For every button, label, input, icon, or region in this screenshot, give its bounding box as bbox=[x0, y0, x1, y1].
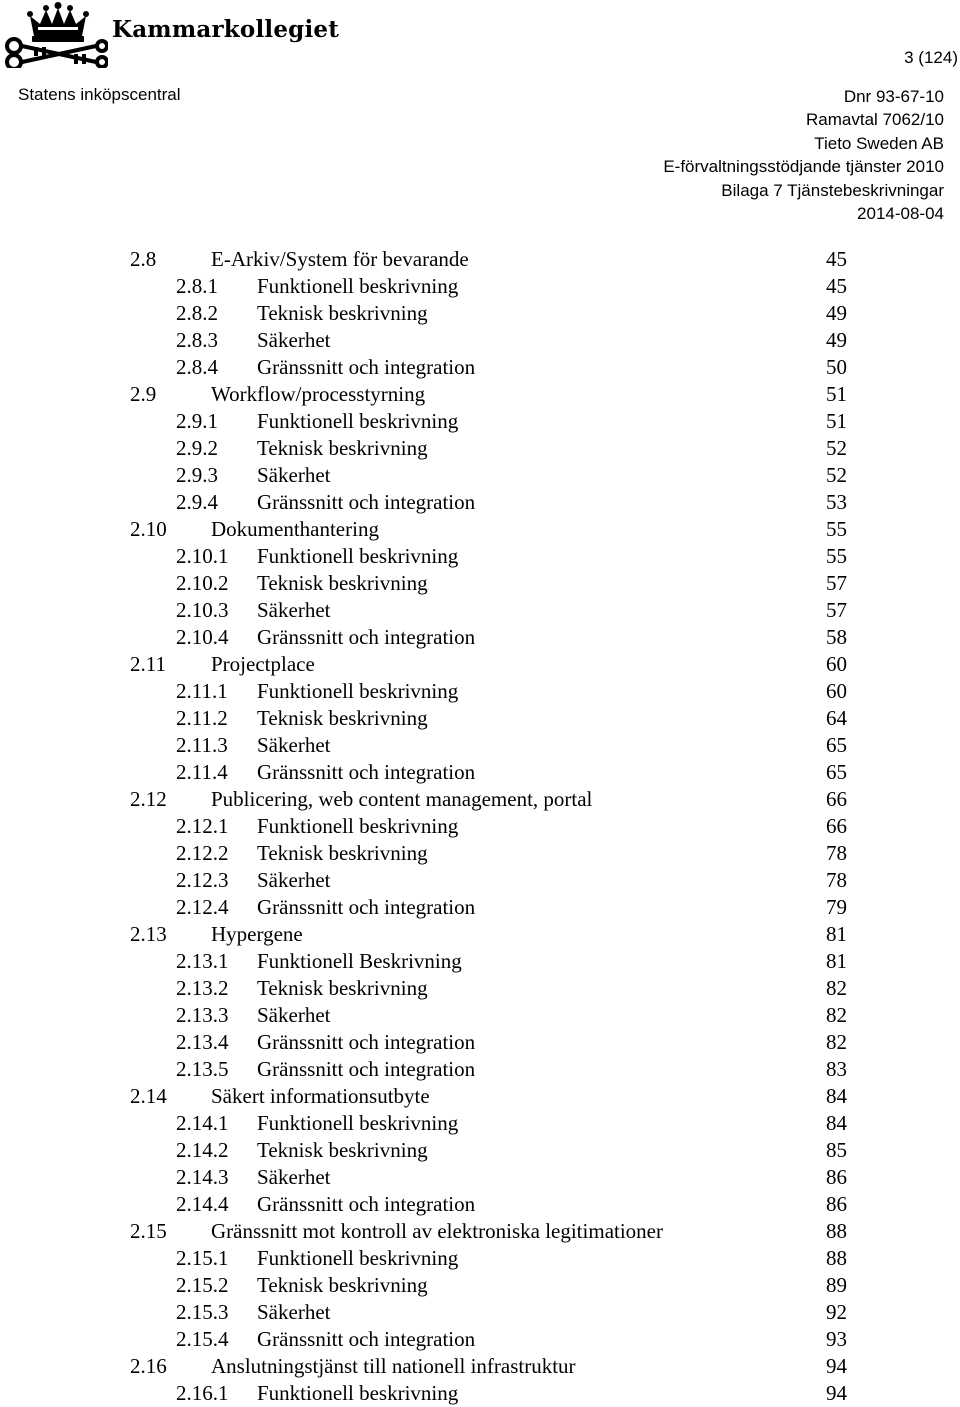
toc-entry-title: Projectplace bbox=[211, 652, 315, 676]
toc-entry-title: Gränssnitt och integration bbox=[257, 1327, 476, 1351]
toc-entry-page: 79 bbox=[826, 895, 847, 919]
toc-entry-page: 89 bbox=[826, 1273, 847, 1297]
toc-entry-number: 2.12.2 bbox=[176, 841, 229, 865]
toc-entry-number: 2.14.3 bbox=[176, 1165, 229, 1189]
document-meta bbox=[663, 85, 944, 225]
toc-entry-title: Gränssnitt och integration bbox=[257, 1057, 476, 1081]
toc-entry[interactable] bbox=[0, 705, 960, 732]
toc-entry-title: Funktionell Beskrivning bbox=[257, 949, 462, 973]
toc-entry-page: 58 bbox=[826, 625, 847, 649]
toc-entry[interactable] bbox=[0, 300, 960, 327]
toc-entry-number: 2.9.1 bbox=[176, 409, 218, 433]
toc-entry-page: 81 bbox=[826, 922, 847, 946]
toc-entry-page: 82 bbox=[826, 1030, 847, 1054]
toc-entry[interactable] bbox=[0, 651, 960, 678]
toc-entry-number: 2.16.1 bbox=[176, 1381, 229, 1405]
toc-entry-title: Gränssnitt och integration bbox=[257, 895, 476, 919]
toc-entry[interactable] bbox=[0, 381, 960, 408]
toc-entry[interactable] bbox=[0, 246, 960, 273]
toc-entry-number: 2.9.4 bbox=[176, 490, 218, 514]
toc-entry-title: Teknisk beskrivning bbox=[257, 976, 428, 1000]
toc-entry-number: 2.15.3 bbox=[176, 1300, 229, 1324]
toc-entry-title: Gränssnitt och integration bbox=[257, 490, 476, 514]
toc-entry[interactable] bbox=[0, 732, 960, 759]
toc-entry-page: 81 bbox=[826, 949, 847, 973]
toc-entry[interactable] bbox=[0, 921, 960, 948]
toc-entry[interactable] bbox=[0, 867, 960, 894]
toc-entry-number: 2.15.2 bbox=[176, 1273, 229, 1297]
toc-entry-number: 2.13.2 bbox=[176, 976, 229, 1000]
toc-entry-title: Säkerhet bbox=[257, 598, 331, 622]
toc-entry-number: 2.11.3 bbox=[176, 733, 228, 757]
toc-entry-title: Publicering, web content management, portal bbox=[211, 787, 593, 811]
toc-entry[interactable] bbox=[0, 1326, 960, 1353]
toc-entry[interactable] bbox=[0, 1299, 960, 1326]
toc-entry-title: Gränssnitt mot kontroll av elektroniska legitimationer bbox=[211, 1219, 663, 1243]
toc-entry-page: 65 bbox=[826, 733, 847, 757]
toc-entry[interactable] bbox=[0, 543, 960, 570]
toc-entry-title: Gränssnitt och integration bbox=[257, 1192, 476, 1216]
toc-entry-page: 49 bbox=[826, 301, 847, 325]
organization-name: Statens inköpscentral bbox=[18, 85, 181, 104]
toc-entry-number: 2.16 bbox=[130, 1354, 167, 1378]
toc-entry-title: Säkerhet bbox=[257, 1300, 331, 1324]
meta-ramavtal: Ramavtal 7062/10 bbox=[806, 110, 944, 130]
toc-entry-title: Funktionell beskrivning bbox=[257, 1381, 459, 1405]
toc-entry-page: 60 bbox=[826, 679, 847, 703]
toc-entry[interactable] bbox=[0, 570, 960, 597]
toc-entry-number: 2.15.4 bbox=[176, 1327, 229, 1351]
toc-entry-number: 2.14.1 bbox=[176, 1111, 229, 1135]
toc-entry-number: 2.8.2 bbox=[176, 301, 218, 325]
toc-entry-page: 94 bbox=[826, 1354, 847, 1378]
toc-entry-number: 2.12.1 bbox=[176, 814, 229, 838]
toc-entry-page: 52 bbox=[826, 463, 847, 487]
toc-entry-title: Funktionell beskrivning bbox=[257, 544, 459, 568]
toc-entry-number: 2.14.4 bbox=[176, 1192, 229, 1216]
toc-entry-page: 49 bbox=[826, 328, 847, 352]
toc-entry-number: 2.11 bbox=[130, 652, 166, 676]
toc-entry-page: 55 bbox=[826, 544, 847, 568]
toc-entry-title: Säkerhet bbox=[257, 463, 331, 487]
toc-entry[interactable] bbox=[0, 759, 960, 786]
crown-keys-icon bbox=[4, 2, 108, 68]
toc-entry-page: 83 bbox=[826, 1057, 847, 1081]
toc-entry[interactable] bbox=[0, 1164, 960, 1191]
toc-entry-title: Teknisk beskrivning bbox=[257, 436, 428, 460]
toc-entry-title: Säkerhet bbox=[257, 868, 331, 892]
toc-entry[interactable] bbox=[0, 1245, 960, 1272]
toc-entry-number: 2.9.3 bbox=[176, 463, 218, 487]
meta-date: 2014-08-04 bbox=[857, 204, 944, 224]
toc-entry-page: 65 bbox=[826, 760, 847, 784]
toc-entry-number: 2.12 bbox=[130, 787, 167, 811]
toc-entry-page: 88 bbox=[826, 1219, 847, 1243]
toc-entry-title: Anslutningstjänst till nationell infrastruktur bbox=[211, 1354, 576, 1378]
toc-entry[interactable] bbox=[0, 948, 960, 975]
toc-entry-number: 2.15.1 bbox=[176, 1246, 229, 1270]
toc-entry-title: Funktionell beskrivning bbox=[257, 274, 459, 298]
toc-entry-number: 2.10.2 bbox=[176, 571, 229, 595]
meta-attachment: Bilaga 7 Tjänstebeskrivningar bbox=[721, 180, 944, 200]
toc-entry-number: 2.10.1 bbox=[176, 544, 229, 568]
toc-entry-title: Gränssnitt och integration bbox=[257, 355, 476, 379]
toc-entry-title: Gränssnitt och integration bbox=[257, 760, 476, 784]
toc-entry-page: 86 bbox=[826, 1165, 847, 1189]
toc-entry[interactable] bbox=[0, 1380, 960, 1407]
meta-supplier: Tieto Sweden AB bbox=[814, 133, 944, 153]
toc-entry-page: 64 bbox=[826, 706, 847, 730]
toc-entry-page: 50 bbox=[826, 355, 847, 379]
toc-entry-page: 84 bbox=[826, 1084, 847, 1108]
toc-entry-number: 2.10.4 bbox=[176, 625, 229, 649]
logo-text: Kammarkollegiet bbox=[112, 16, 340, 43]
toc-entry-title: Funktionell beskrivning bbox=[257, 1111, 459, 1135]
meta-dnr: Dnr 93-67-10 bbox=[843, 87, 944, 106]
toc-entry-page: 55 bbox=[826, 517, 847, 541]
toc-entry[interactable] bbox=[0, 813, 960, 840]
toc-entry[interactable] bbox=[0, 1137, 960, 1164]
toc-entry-number: 2.13.4 bbox=[176, 1030, 229, 1054]
page-number: 3 (124) bbox=[904, 48, 958, 67]
toc-entry-number: 2.13.3 bbox=[176, 1003, 229, 1027]
toc-entry-title: E-Arkiv/System för bevarande bbox=[211, 247, 469, 271]
toc-entry-number: 2.13.5 bbox=[176, 1057, 229, 1081]
toc-entry-number: 2.8.1 bbox=[176, 274, 218, 298]
toc-entry-page: 88 bbox=[826, 1246, 847, 1270]
toc-entry-title: Funktionell beskrivning bbox=[257, 1246, 459, 1270]
toc-entry[interactable] bbox=[0, 354, 960, 381]
toc-entry[interactable] bbox=[0, 273, 960, 300]
toc-entry-title: Funktionell beskrivning bbox=[257, 814, 459, 838]
toc-entry-page: 93 bbox=[826, 1327, 847, 1351]
toc-entry[interactable] bbox=[0, 435, 960, 462]
toc-entry-title: Hypergene bbox=[211, 922, 303, 946]
toc-entry[interactable] bbox=[0, 1083, 960, 1110]
toc-entry-title: Dokumenthantering bbox=[211, 517, 379, 541]
toc-entry-title: Säkerhet bbox=[257, 1165, 331, 1189]
toc-entry-number: 2.13.1 bbox=[176, 949, 229, 973]
toc-entry[interactable] bbox=[0, 894, 960, 921]
toc-entry[interactable] bbox=[0, 489, 960, 516]
toc-entry-number: 2.11.1 bbox=[176, 679, 228, 703]
toc-entry-number: 2.12.4 bbox=[176, 895, 229, 919]
toc-entry-page: 52 bbox=[826, 436, 847, 460]
toc-entry[interactable] bbox=[0, 408, 960, 435]
toc-entry-number: 2.14 bbox=[130, 1084, 167, 1108]
toc-entry-number: 2.8.4 bbox=[176, 355, 218, 379]
toc-entry-title: Teknisk beskrivning bbox=[257, 571, 428, 595]
toc-entry-number: 2.10.3 bbox=[176, 598, 229, 622]
toc-entry-page: 57 bbox=[826, 598, 847, 622]
toc-entry-number: 2.13 bbox=[130, 922, 167, 946]
toc-entry-page: 86 bbox=[826, 1192, 847, 1216]
toc-entry-page: 82 bbox=[826, 1003, 847, 1027]
toc-entry[interactable] bbox=[0, 678, 960, 705]
toc-entry-number: 2.11.4 bbox=[176, 760, 228, 784]
toc-entry-page: 84 bbox=[826, 1111, 847, 1135]
toc-entry-page: 57 bbox=[826, 571, 847, 595]
toc-entry-page: 78 bbox=[826, 868, 847, 892]
toc-entry-page: 82 bbox=[826, 976, 847, 1000]
toc-entry[interactable] bbox=[0, 975, 960, 1002]
toc-entry[interactable] bbox=[0, 840, 960, 867]
toc-entry-title: Funktionell beskrivning bbox=[257, 679, 459, 703]
toc-entry-title: Workflow/processtyrning bbox=[211, 382, 426, 406]
toc-entry[interactable] bbox=[0, 1353, 960, 1380]
toc-entry-number: 2.8 bbox=[130, 247, 157, 271]
toc-entry[interactable] bbox=[0, 462, 960, 489]
toc-entry[interactable] bbox=[0, 1029, 960, 1056]
toc-entry-number: 2.10 bbox=[130, 517, 167, 541]
toc-entry[interactable] bbox=[0, 1218, 960, 1245]
toc-entry-page: 92 bbox=[826, 1300, 847, 1324]
meta-service: E-förvaltningsstödjande tjänster 2010 bbox=[663, 157, 944, 177]
toc-entry[interactable] bbox=[0, 1272, 960, 1299]
toc-entry-title: Teknisk beskrivning bbox=[257, 1273, 428, 1297]
toc-entry-page: 51 bbox=[826, 409, 847, 433]
toc-entry-title: Teknisk beskrivning bbox=[257, 1138, 428, 1162]
toc-entry-number: 2.9.2 bbox=[176, 436, 218, 460]
toc-entry-number: 2.8.3 bbox=[176, 328, 218, 352]
toc-entry-title: Säkerhet bbox=[257, 328, 331, 352]
toc-entry-title: Teknisk beskrivning bbox=[257, 841, 428, 865]
kammarkollegiet-logo bbox=[4, 2, 340, 68]
toc-entry[interactable] bbox=[0, 597, 960, 624]
toc-entry[interactable] bbox=[0, 1191, 960, 1218]
toc-entry-page: 78 bbox=[826, 841, 847, 865]
toc-entry-page: 60 bbox=[826, 652, 847, 676]
toc-entry-title: Gränssnitt och integration bbox=[257, 1030, 476, 1054]
toc-entry[interactable] bbox=[0, 1110, 960, 1137]
toc-entry-title: Teknisk beskrivning bbox=[257, 301, 428, 325]
toc-entry[interactable] bbox=[0, 786, 960, 813]
toc-entry-title: Teknisk beskrivning bbox=[257, 706, 428, 730]
toc-entry-page: 53 bbox=[826, 490, 847, 514]
toc-entry[interactable] bbox=[0, 327, 960, 354]
toc-entry[interactable] bbox=[0, 624, 960, 651]
toc-entry-title: Säkerhet bbox=[257, 1003, 331, 1027]
toc-entry-title: Funktionell beskrivning bbox=[257, 409, 459, 433]
toc-entry-number: 2.15 bbox=[130, 1219, 167, 1243]
toc-entry[interactable] bbox=[0, 516, 960, 543]
toc-entry-page: 85 bbox=[826, 1138, 847, 1162]
toc-entry-page: 66 bbox=[826, 787, 847, 811]
toc-entry[interactable] bbox=[0, 1056, 960, 1083]
table-of-contents bbox=[0, 246, 960, 1407]
toc-entry-number: 2.14.2 bbox=[176, 1138, 229, 1162]
toc-entry-title: Säkerhet bbox=[257, 733, 331, 757]
toc-entry-page: 94 bbox=[826, 1381, 847, 1405]
toc-entry-page: 66 bbox=[826, 814, 847, 838]
toc-entry-page: 51 bbox=[826, 382, 847, 406]
toc-entry-page: 45 bbox=[826, 247, 847, 271]
toc-entry-title: Säkert informationsutbyte bbox=[211, 1084, 430, 1108]
toc-entry-number: 2.12.3 bbox=[176, 868, 229, 892]
toc-entry-number: 2.9 bbox=[130, 382, 157, 406]
toc-entry-page: 45 bbox=[826, 274, 847, 298]
toc-entry-title: Gränssnitt och integration bbox=[257, 625, 476, 649]
toc-entry-number: 2.11.2 bbox=[176, 706, 228, 730]
toc-entry[interactable] bbox=[0, 1002, 960, 1029]
